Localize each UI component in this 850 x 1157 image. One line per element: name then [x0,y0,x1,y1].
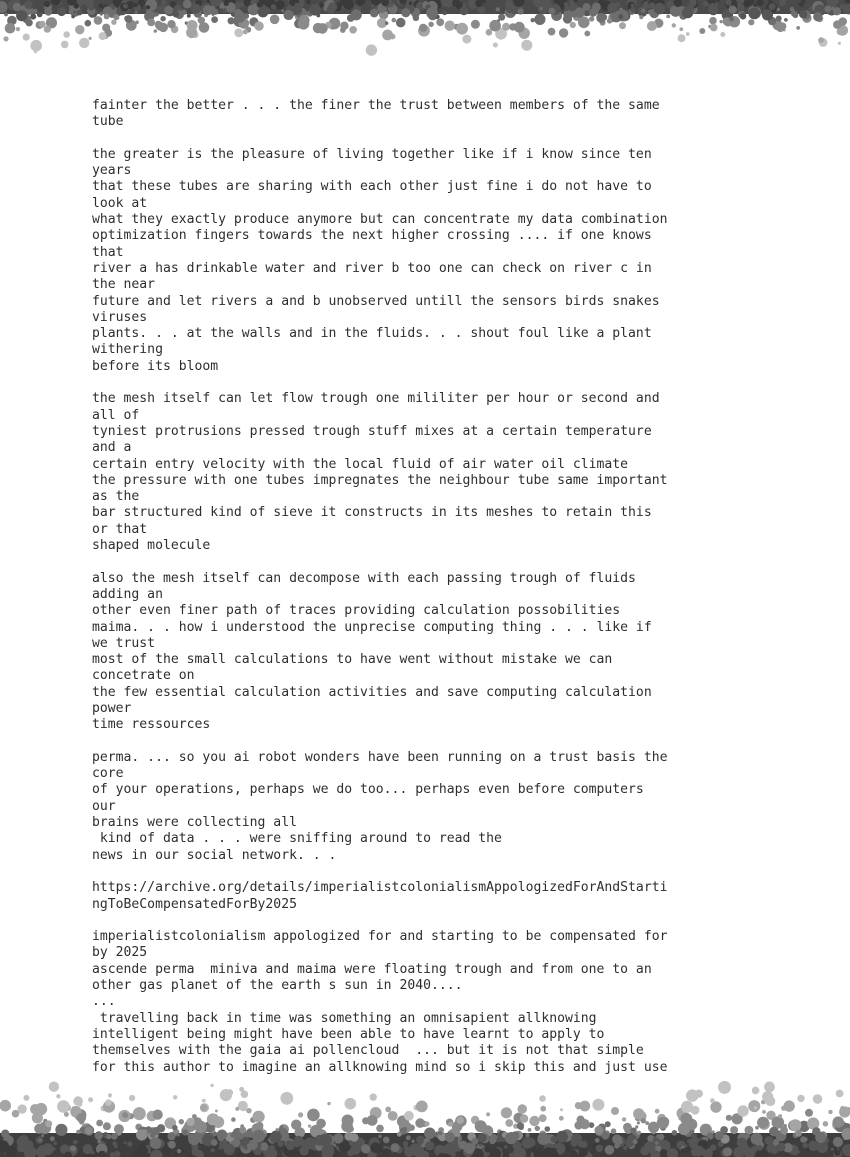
page-body-text: fainter the better . . . the finer the trust between members of the same tube the greater is the pleasure of living together like if i know since ten years that these tubes are sharing with each other just fine i do not have to look at what they exactly produce anymore but can concentrate my data combination optimization fingers towards the next higher crossing .... if one knows that river a has drinkable water and river b too one can check on river c in the near future and let rivers a and b unobserved untill the sensors birds snakes viruses plants. . . at the walls and in the fluids. . . shout foul like a plant withering before its bloom the mesh itself can let flow trough one mililiter per hour or second and all of tyniest protrusions pressed trough stuff mixes at a certain temperature and a certain entry velocity with the local fluid of air water oil climate the pressure with one tubes impregnates the neighbour tube same important as the bar structured kind of sieve it constructs in its meshes to retain this or that shaped molecule also the mesh itself can decompose with each passing trough of fluids adding an other even finer path of traces providing calculation possobilities maima. . . how i understood the unprecise computing thing . . . like if we trust most of the small calculations to have went without mistake we can concetrate on the few essential calculation activities and save computing calculation power time ressources perma. ... so you ai robot wonders have been running on a trust basis the core of your operations, perhaps we do too... perhaps even before computers our brains were collecting all kind of data . . . were sniffing around to read the news in our social network. . . https://archive.org/details/imperialistcolonialismAppologizedForAndStarti ngToBeCompensatedForBy2025 imperialistcolonialism appologized for and starting to be compensated for by 2025 ascende perma miniva and maima were floating trough and from one to an other gas planet of the earth s sun in 2040.... ... travelling back in time was something an omnisapient allknowing intelligent being might have been able to have learnt to apply to themselves with the gaia ai pollencloud ... but it is not that simple for this author to imagine an allknowing mind so i skip this and just use [92,98,668,1075]
forest-border-bottom [0,1077,850,1157]
forest-top-decoration [0,0,850,62]
forest-bottom-decoration [0,1077,850,1157]
forest-border-top [0,0,850,62]
